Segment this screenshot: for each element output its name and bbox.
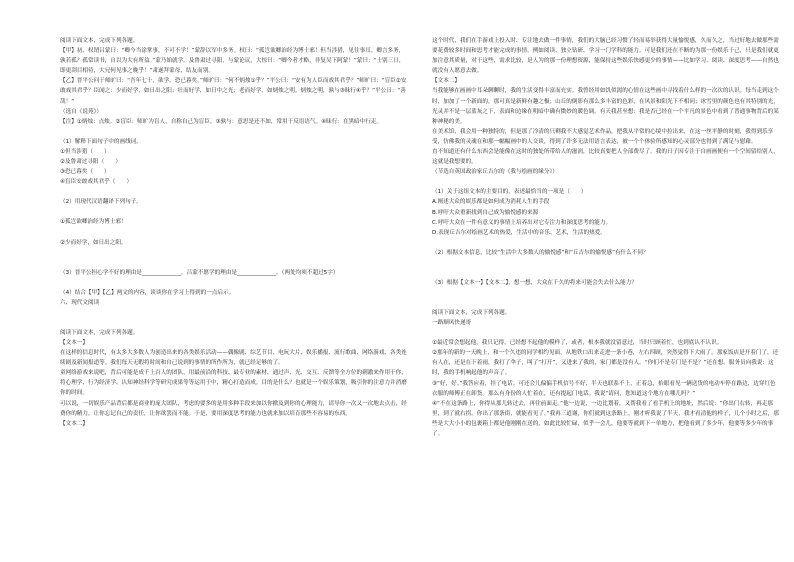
right-paragraph: 在美术馆，我会用一种独特的，但是那了冷清的只剩我不大感觉艺术作品，把我从平常的心境中拉出来，在这一丝平静的时刻，我得到乐享受，仿佛我的灵魂在和那一幅幅画中的人交谈，得到了许多无法用语言表达，被一个个体验所感知的心灵部分也得到了满足与慰藉。 xyxy=(432,128,774,145)
left-column xyxy=(60,36,408,429)
left-paragraph: （3）晋平公担心学不好的理由是______________，吕蒙不愿学的理由是______________。（两处均须不超过5字） xyxy=(60,269,339,276)
left-paragraph: （1）解释下面句子中的画线词。 xyxy=(60,138,142,145)
spacer xyxy=(60,278,408,288)
right-paragraph: （节选自英国政治家丘吉尔的《我与绘画的缘分》） xyxy=(432,169,558,176)
spacer xyxy=(60,187,408,197)
left-paragraph: 【文本一】 xyxy=(60,339,88,346)
spacer xyxy=(60,248,408,268)
right-paragraph: 阅读下面文本，完成下列各题。 xyxy=(432,309,511,316)
left-paragraph: （选自《说苑》） xyxy=(60,108,102,115)
right-paragraph: （2）根据文本信息，比较“生活中大多数人的愉悦感”和“丘吉尔的愉悦感”有什么不同？ xyxy=(432,249,649,256)
right-paragraph: ④“不在这条路上，你得从那儿转过去，再往前面走。”他一边说，一边比划着，又帮我看了看手机上的地址，然后说：“你出门右转，再走那里，到了就右拐，你出了那条街，就能看见了。”我再三道谢，你们就到这条路上。刚才听我说了半天，我才看清他的样子，几个小时之后，那些是大大小小的包裹箱上都是他刚刚在送的，如此比较忙碌，似乎一会儿，他要等就到下一单地方，把他看到了多少年，他要等多少年的事了。 xyxy=(432,400,779,437)
right-paragraph: ②那年的新的一天晚上，和一个久违的同学相约见面，从地铁口出来走进一条小巷，左右四顾，突然觉得下大雨了。那家饭店是开着门了，还有人在，还是在下着雨，我打了伞子，叫了“打开”，又进来了我的，家门都是没有人。“你们不是专门是不是？”还在想。服务员向我说：这时，我的手机响起他的声音了。 xyxy=(432,350,779,377)
left-paragraph: （4）结合【甲】【乙】两文的内容，谈谈你在学习上得到的一点启示。 xyxy=(60,289,235,296)
left-paragraph: 【注】①炳烛：点烛。②盲臣：师旷为盲人，自称自己为盲臣。③孰与：意思是还不如，常用于反语语气。④昧行：在黑暗中行走。 xyxy=(60,118,383,125)
left-paragraph: ②及鲁肃过寻阳（ ） xyxy=(60,159,121,166)
right-paragraph: 直不知道还有什么东西会是能像在这时的独处所带给人的滋润，比较真要把人全部费尽了。我的日子因专注于自画画便有一个空间留给别人，这就是我想要的。 xyxy=(432,149,779,166)
spacer xyxy=(432,328,780,338)
right-paragraph: C.呼吁大众在一件有意义的事情上培养出对它专注力和深度思考的能力。 xyxy=(432,219,612,226)
right-paragraph: B.呼吁大众重新找到自己成为愉悦感的来源 xyxy=(432,209,539,216)
right-paragraph: A.阐述大众的娱乐都是如何成为消耗人生的手段 xyxy=(432,199,550,206)
left-paragraph: 阅读下面文本，完成下列各题。 xyxy=(60,38,139,44)
right-paragraph: 【文本二】 xyxy=(432,78,460,85)
spacer xyxy=(60,308,408,328)
spacer xyxy=(60,127,408,137)
left-paragraph: ②少而好学，如日出之阳。 xyxy=(60,239,127,246)
right-paragraph: ①最近常会想起他，我只记得，已经想不起他的模样了，或者，根本我就没留意过，当时只顾着忙，也到底认不认识。 xyxy=(432,340,723,347)
right-paragraph: 当我能够在画画中耳朵聊聊时，我的生活变得丰富而充实。我曾经用如饥似渴的心情在这些画中寻找着什么样的一次次的认识。每当走到这个时，加加了一个新面的，那可真是新鲜有趣之极；山丘的倒影有那么多丰富的色彩，在风景和阳光下不相同；冰雪里的颜色也有其特别的光，光灵并不是一层蓝灰之下，表面和边缘在明暗中确有微妙的暖色调。有天我甚至想：我是否已经在一个平凡的景色中看到了普通事物背后的某种神秘的美。 xyxy=(432,88,779,125)
left-paragraph: ①孤岂欲卿治经为博士邪！ xyxy=(60,219,127,226)
left-paragraph: ①但当涉猎（ ） xyxy=(60,148,110,155)
right-paragraph: D.表现丘吉尔对绘画艺术的热爱，生活中的音乐、艺术，生活的热爱。 xyxy=(432,229,606,236)
left-paragraph: ③恐已暮矣（ ） xyxy=(60,169,110,176)
spacer xyxy=(60,207,408,217)
right-column xyxy=(432,36,780,439)
right-paragraph: 这个时代，我们在手游戏上投入时、专注地去做一件事情，我们的大脑已经习惯了轻而易举获得大量愉悦感，久而久之，当过好地去做那些需要花费较多时间和思考才能完成的事情，例如阅读、独立钻研、学习一门学科的能力。可是我们还在不断的为那一份娱乐于己，只是我们就更加注意其质量，对于这些，需求比较，是人为的那一份理想资源，能保持这些娱乐快感更少的事情——比如学习、阅读、深度思考——自然也就没有人愿意去做。 xyxy=(432,38,779,75)
spacer xyxy=(432,288,780,308)
left-paragraph: 阅读下面文本，完成下列各题。 xyxy=(60,329,139,336)
right-paragraph: ③“好，好。”我答应着，挂了电话。可还会儿偏偏手机信号不好，半天也联系不上，正着急，抬眼看见一辆送货的电动车停在路边，边穿红色衣服的师傅正在卸货。那么有身份的人忙着在，还有提起门电话。我说“请问，您知道这个地方在哪儿吗？” xyxy=(432,380,776,397)
left-paragraph: 【乙】晋平公问于师旷曰：“吾年七十，欲学，恐已暮矣。”师旷曰：“何不炳烛①乎？”平公曰：“安有为人臣而戏其君乎？”师旷曰：“盲臣②安敢戏其君乎？臣闻之：少而好学，如日出之阳；壮而好学，如日中之光；老而好学，如炳烛之明。炳烛之明，孰与③昧行④乎？”平公曰：“善哉！” xyxy=(60,78,407,105)
left-paragraph: 六、现代文阅读 xyxy=(60,299,100,306)
left-paragraph: 【文本二】 xyxy=(60,420,88,427)
left-paragraph: 可以说，一切娱乐产品背后都是商业的庞大团队，考虑的要多的是用多种手段来加以你掀及到你的心理能力，请导你一次又一次地去点击，经费你的精力，让你忘记自己的责任，让你欲罢而不能。于是，要用深度思考的能力也就来加以培育那些不容易的东西。 xyxy=(60,400,407,417)
spacer xyxy=(432,238,780,248)
left-paragraph: 童网络游戏来说吧，背后可能是成千上百人的团队，用最前沿的科技、最专业的素材，通过声、光、交互、反馈等全方位的刺激来作用于你，将心理学、行为经济学、认知神经科学等研究成果等等运用于中，精心打造而成。目的是什么？也就是一个娱乐策划，吸引你的注意力并消磨你的时间。 xyxy=(60,370,407,397)
right-paragraph: （1）关于这组文本的主要目的，表述最恰当的一项是（ ） xyxy=(432,189,587,196)
left-paragraph: ④盲臣安敢戏其君乎（ ） xyxy=(60,179,133,186)
spacer xyxy=(432,258,780,278)
left-paragraph: 在这样的信息时代，有太多大多数人为创造出来的各类娱乐活动——偶像剧、综艺节目、电玩大片、娱乐播报、流行歌曲、网络游戏、各类连续剧及新闻报道等。我们每天无暇将时间和自己说到的事情的所作所为，就已经足够的了。 xyxy=(60,350,407,367)
spacer xyxy=(60,228,408,238)
left-paragraph: （2）用现代汉语翻译下列句子。 xyxy=(60,199,142,206)
right-paragraph: （3）根据【文本一】【文本二】，想一想，大众在千久的将来可能会失去什么能力？ xyxy=(432,279,637,286)
left-paragraph: 【甲】初，权谓吕蒙曰：“卿今当涂掌事，不可不学！”蒙辞以军中多务。权曰：“孤岂欲卿治经为博士邪！但当涉猎，见往事耳。卿言多务，孰若孤？孤常读书，自以为大有所益。”蒙乃始就学。及鲁肃过寻阳，与蒙论议，大惊曰：“卿今者才略，非复吴下阿蒙！”蒙曰：“士别三日，即更刮目相待，大兄何见事之晚乎！”肃遂拜蒙母，结友而别。 xyxy=(60,48,405,75)
right-paragraph: 一路顺风快递哥 xyxy=(432,320,472,327)
spacer xyxy=(432,177,780,187)
